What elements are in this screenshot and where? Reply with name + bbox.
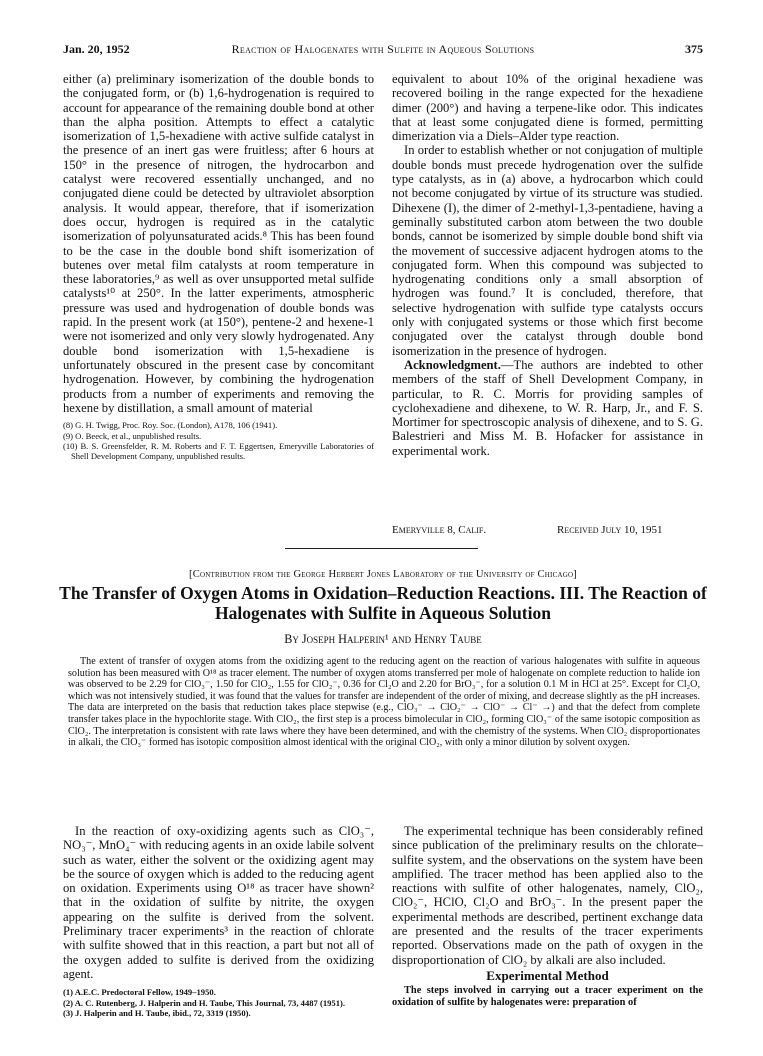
prev-right-paragraph-2: In order to establish whether or not conjugation of multiple double bonds must precede hydrogenation over the sulfide type catalysts, as in (a) above, a hydrocarbon which could not become conjugated by virtue of its structure was studied. Dihexene (I), the dimer of 2-methyl-1,3-pentadiene, having a geminally substituted carbon atom between the two double bonds, cannot be isomerized by simple double bond shift via the movement of successive adjacent hydrogen atoms to the conjugated form. When this compound was subjected to hydrogenating conditions only a small absorption of hydrogen was found.⁷ It is concluded, therefore, that selective hydrogenation with sulfide type catalysts occurs only with conjugated systems or those which first become conjugated over the catalyst through double bond isomerization in the presence of hydrogen. <box>392 143 703 358</box>
running-header <box>63 42 703 58</box>
article-footnotes <box>63 987 374 1018</box>
section-text: The steps involved in carrying out a tracer experiment on the oxidation of sulfite by halogenates were: preparation of <box>392 985 703 1008</box>
article-divider <box>285 548 478 549</box>
prev-left-paragraph: either (a) preliminary isomerization of the double bonds to the conjugated form, or (b) 1,6-hydrogenation is required to account for appearance of the remaining double bond at other than the alpha position. Attempts to effect a catalytic isomerization of 1,5-hexadiene with active sulfide catalyst in the presence of an inert gas were fruitless; after 6 hours at 150° in the presence of nitrogen, the hydrocarbon and catalyst were recovered essentially unchanged, and no conjugated diene could be detected by ultraviolet absorption analysis. It would appear, therefore, that if isomerization does occur, hydrogen is required as in the catalytic isomerization of polyunsaturated acids.⁸ This has been found to be the case in the double bond shift isomerization of butenes over metal film catalysts at room temperature in these laboratories,⁹ as well as over unsupported metal sulfide catalysts¹⁰ at 250°. In the latter experiments, atmospheric pressure was used and hydrogenation of double bonds was rapid. In the present work (at 150°), pentene-2 and hexene-1 were not isomerized and only very slowly hydrogenated. Any double bond isomerization with 1,5-hexadiene is unfortunately obscured in the present case by concomitant hydrogenation. However, by combining the hydrogenation products from a number of experiments and removing the hexene by distillation, a small amount of material <box>63 72 374 415</box>
footnote-10: (10) B. S. Greensfelder, R. M. Roberts and F. T. Eggertsen, Emeryville Laboratories of Shell Development Company, unpublished results. <box>63 440 374 462</box>
prev-footnotes <box>63 420 374 462</box>
prev-right-paragraph-1: equivalent to about 10% of the original hexadiene was recovered boiling in the range expected for the hexadiene dimer (200°) and having a terpene-like odor. This indicates that at least some conjugated diene is formed, permitting dimerization via a Diels–Alder type reaction. <box>392 72 703 144</box>
header-running-title: Reaction of Halogenates with Sulfite in Aqueous Solutions <box>231 42 535 56</box>
article-left-column <box>63 824 374 1018</box>
received-date: Received July 10, 1951 <box>557 524 663 536</box>
article-authors: By Joseph Halperin¹ and Henry Taube <box>284 632 482 646</box>
acknowledgment-text: —The authors are indebted to other members of the staff of Shell Development Company, in particular, to R. C. Morris for providing samples of cyclohexadiene and dihexene, to W. R. Harp, Jr., and F. S. Mortimer for spectroscopic analysis of dihexene, and to S. G. Balestrieri and Miss M. B. Hofacker for assistance in experimental work. <box>392 357 703 458</box>
prev-article-left-column <box>63 72 374 462</box>
abstract-text: The extent of transfer of oxygen atoms from the oxidizing agent to the reducing agent on the reaction of various halogenates with sulfite in aqueous solution has been measured with O¹⁸ as tracer element. The number of oxygen atoms transferred per mole of halogenate on complete reduction to halide ion was observed to be 2.29 for ClO₃⁻, 1.50 for ClO₂, 1.55 for ClO₂⁻, 0.36 for Cl₂O and 2.20 for BrO₃⁻, for a solution 0.1 M in HCl at 25°. Except for Cl₂O, which was not intensively studied, it was found that the values for transfer are independent of the order of mixing, and decrease slightly as the pH increases. The data are interpreted on the basis that reduction takes place stepwise (e.g., ClO₃⁻ → ClO₂⁻ → ClO⁻ → Cl⁻ →) and that the defect from complete transfer takes place in the hypochlorite stage. With ClO₂, the first step is a process bimolecular in ClO₂, forming ClO₃⁻ of the same isotopic composition as ClO₂. The interpretation is consistent with rate laws where they have been determined, and with the chemistry of the systems. When ClO₂ disproportionates in alkali, the ClO₃⁻ formed has isotopic composition almost identical with the original ClO₂, with only a minor dilution by solvent oxygen. <box>68 656 700 749</box>
header-page-number: 375 <box>685 42 703 56</box>
footnote-9: (9) O. Beeck, et al., unpublished results. <box>63 430 202 441</box>
article-right-column <box>392 824 703 1008</box>
contribution-line: [Contribution from the George Herbert Jones Laboratory of the University of Chicago] <box>189 569 577 580</box>
technique-paragraph: The experimental technique has been considerably refined since publication of the preliminary results on the chlorate–sulfite system, and the observations on the system have been amplified. The tracer method has been applied also to the reactions with sulfite of other halogenates, namely, ClO₂, ClO₂⁻, HClO, Cl₂O and BrO₃⁻. In the present paper the experimental methods are described, pertinent exchange data are presented and the results of the tracer experiments reported. Observations made on the path of oxygen in the disproportionation of ClO₂ by alkali are also included. <box>392 824 703 967</box>
article-abstract <box>68 656 700 749</box>
footnote-2: (2) A. C. Rutenberg, J. Halperin and H. Taube, This Journal, 73, 4487 (1951). <box>63 997 346 1008</box>
article-title: The Transfer of Oxygen Atoms in Oxidation–Reduction Reactions. III. The Reaction of Halogenates with Sulfite in Aqueous Solution <box>59 583 707 623</box>
location-line: Emeryville 8, Calif. <box>392 524 487 536</box>
prev-article-right-column <box>392 72 703 458</box>
acknowledgment-paragraph <box>392 358 703 458</box>
acknowledgment-label: Acknowledgment. <box>404 357 501 372</box>
footnote-3: (3) J. Halperin and H. Taube, ibid., 72, 3319 (1950). <box>63 1008 251 1019</box>
section-heading: Experimental Method <box>486 967 609 983</box>
header-date: Jan. 20, 1952 <box>63 42 130 56</box>
footnote-8: (8) G. H. Twigg, Proc. Roy. Soc. (London), A178, 106 (1941). <box>63 420 278 431</box>
intro-paragraph: In the reaction of oxy-oxidizing agents such as ClO₃⁻, NO₃⁻, MnO₄⁻ with reducing agents in an oxide labile solvent such as water, either the solvent or the oxidizing agent may be the source of oxygen which is added to the reducing agent on oxidation. Experiments using O¹⁸ as tracer have shown² that in the oxidation of sulfite by nitrite, the oxygen appearing on the sulfite is derived from the solvent. Preliminary tracer experiments³ in the reaction of chlorate with sulfite showed that in this reaction, a part but not all of the oxygen added to sulfite is derived from the oxidizing agent. <box>63 824 374 981</box>
footnote-1: (1) A.E.C. Predoctoral Fellow, 1949–1950. <box>63 987 216 998</box>
